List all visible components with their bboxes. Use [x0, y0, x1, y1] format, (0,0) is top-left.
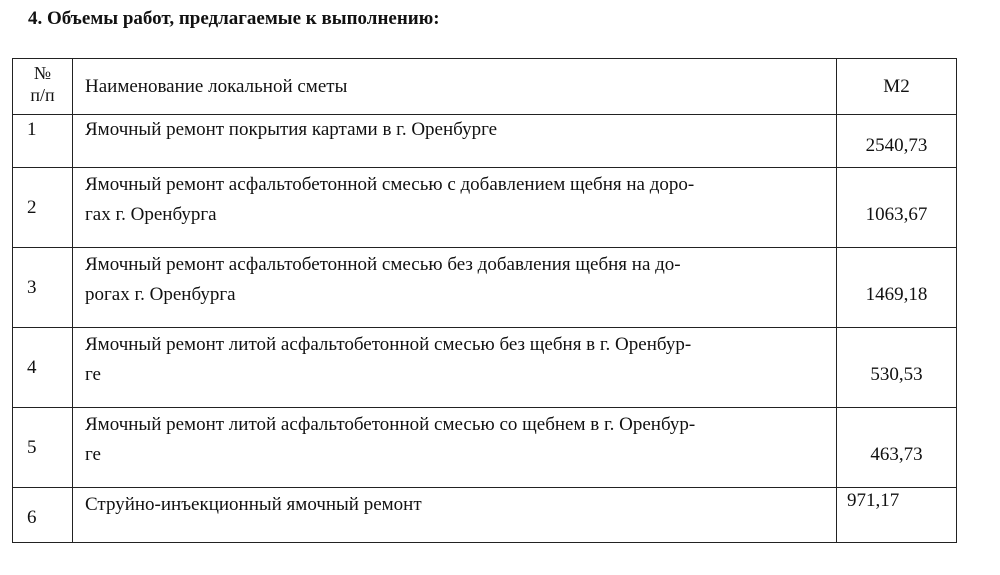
row-name-line1: Ямочный ремонт асфальтобетонной смесью без добавления щебня на до-	[85, 254, 681, 275]
section-heading: 4. Объемы работ, предлагаемые к выполнению:	[28, 8, 440, 29]
row-name-line2: ге	[85, 364, 101, 385]
header-num-line1: №	[33, 63, 52, 83]
row-num: 5	[13, 408, 73, 488]
row-name-line1: Струйно-инъекционный ямочный ремонт	[85, 494, 422, 515]
header-name-cell: Наименование локальной сметы	[73, 59, 837, 115]
row-num: 3	[13, 248, 73, 328]
row-value: 2540,73	[837, 115, 957, 168]
row-name	[73, 408, 837, 488]
table-header-row	[13, 59, 957, 115]
row-name-line2: рогах г. Оренбурга	[85, 284, 236, 305]
row-num: 2	[13, 168, 73, 248]
row-value: 1469,18	[837, 248, 957, 328]
row-name	[73, 488, 837, 543]
row-name-line1: Ямочный ремонт литой асфальтобетонной смесью со щебнем в г. Оренбур-	[85, 414, 696, 435]
table-row	[13, 488, 957, 543]
row-name	[73, 328, 837, 408]
header-num-cell	[13, 59, 73, 115]
table-row	[13, 115, 957, 168]
row-value: 1063,67	[837, 168, 957, 248]
table-row	[13, 328, 957, 408]
works-table	[12, 58, 957, 543]
header-value-cell: М2	[837, 59, 957, 115]
row-value: 971,17	[837, 488, 957, 543]
row-name	[73, 168, 837, 248]
row-name-line1: Ямочный ремонт асфальтобетонной смесью с добавлением щебня на доро-	[85, 174, 695, 195]
table-row	[13, 168, 957, 248]
row-num: 1	[13, 115, 73, 168]
row-num: 6	[13, 488, 73, 543]
row-name	[73, 115, 837, 168]
row-name-line2: гах г. Оренбурга	[85, 204, 217, 225]
table-row	[13, 248, 957, 328]
header-num-line2: п/п	[30, 85, 55, 105]
row-num: 4	[13, 328, 73, 408]
row-name-line1: Ямочный ремонт покрытия картами в г. Оренбурге	[85, 119, 498, 140]
row-value: 463,73	[837, 408, 957, 488]
row-name	[73, 248, 837, 328]
row-name-line1: Ямочный ремонт литой асфальтобетонной смесью без щебня в г. Оренбур-	[85, 334, 692, 355]
row-name-line2: ге	[85, 444, 101, 465]
table-row	[13, 408, 957, 488]
row-value: 530,53	[837, 328, 957, 408]
